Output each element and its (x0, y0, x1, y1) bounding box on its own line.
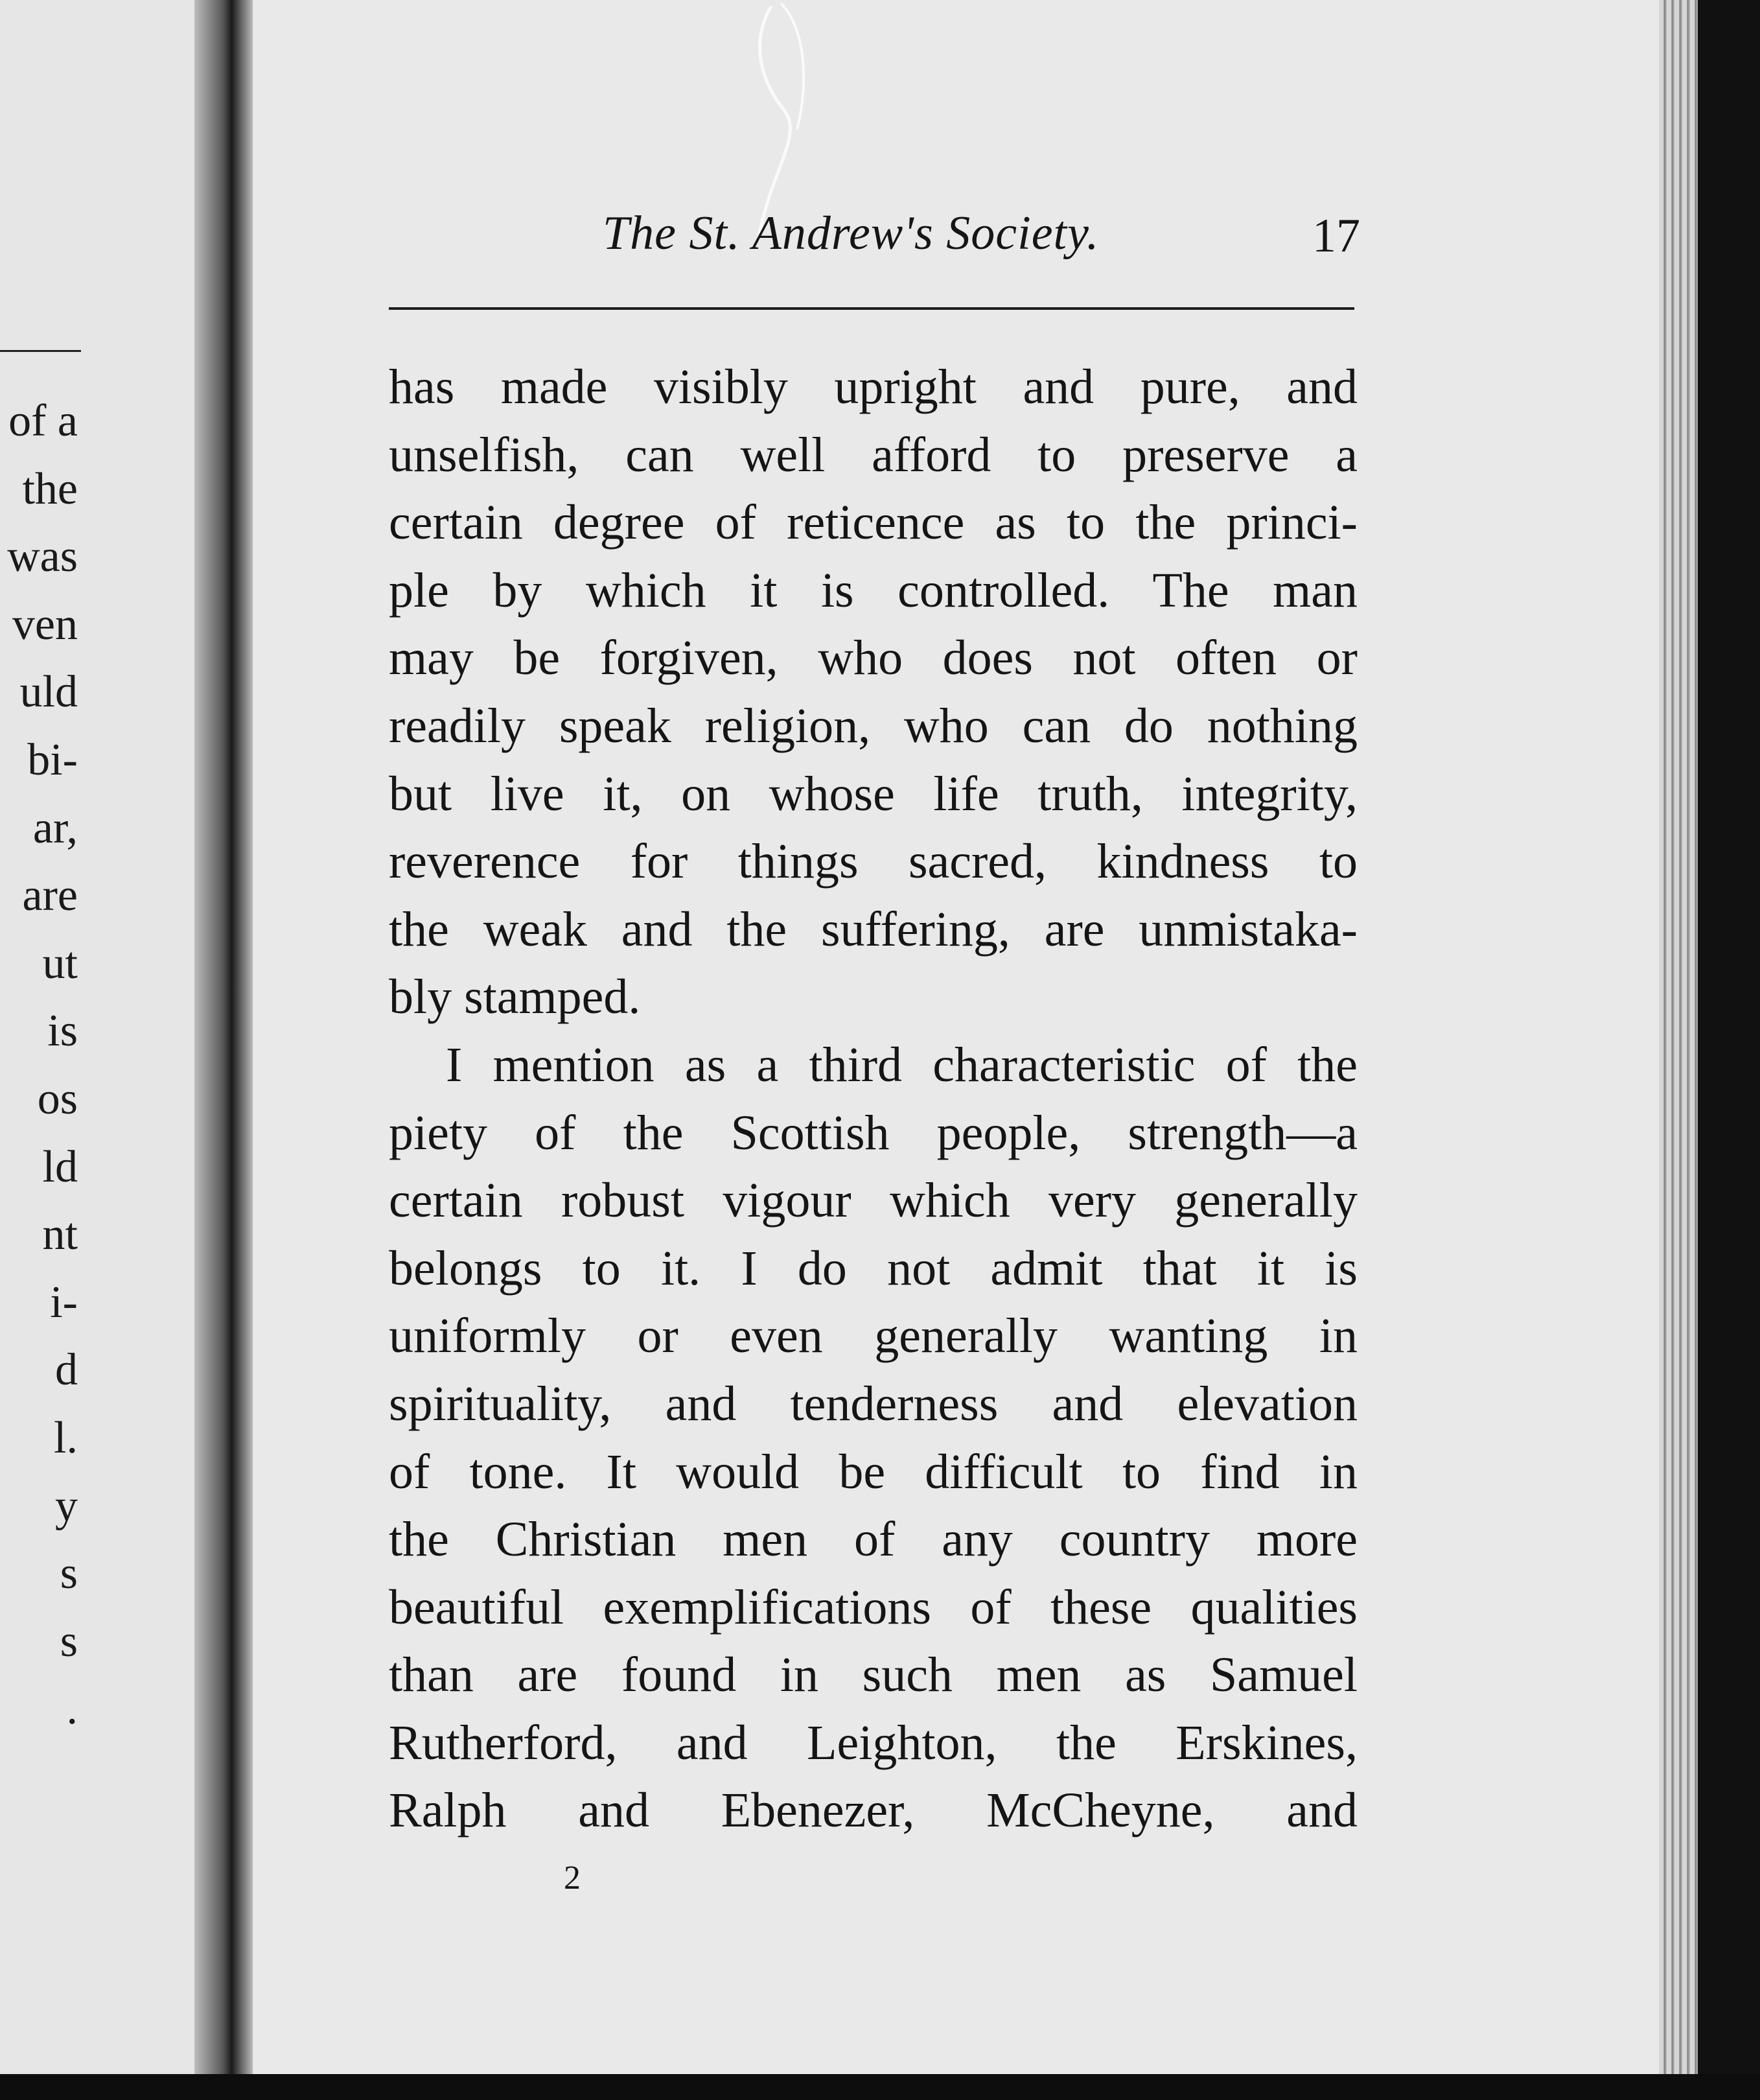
text-line: Rutherford, and Leighton, the Erskines, (389, 1715, 1358, 1770)
signature-mark: 2 (564, 1860, 581, 1896)
left-page-line: i- (50, 1277, 78, 1327)
left-page-line: y (55, 1480, 78, 1531)
text-line: belongs to it. I do not admit that it is (389, 1241, 1358, 1296)
left-page-line: is (47, 1006, 78, 1056)
page-number: 17 (1312, 209, 1360, 262)
right-page (253, 0, 1659, 2077)
text-line: piety of the Scottish people, strength—a (389, 1105, 1358, 1160)
text-line: ple by which it is controlled. The man (389, 563, 1358, 618)
text-line: has made visibly upright and pure, and (389, 360, 1358, 414)
bottom-shadow (0, 2074, 1760, 2100)
text-line: of tone. It would be difficult to find in (389, 1444, 1358, 1499)
left-page-line: s (60, 1548, 78, 1599)
left-page-line: os (37, 1074, 78, 1124)
text-line: spirituality, and tenderness and elevation (389, 1376, 1358, 1431)
left-page-line: . (66, 1684, 78, 1734)
left-page-line: l. (54, 1413, 78, 1463)
text-line: bly stamped. (389, 970, 641, 1025)
text-line: reverence for things sacred, kindness to (389, 834, 1358, 889)
running-title: The St. Andrew's Society. (603, 207, 1100, 260)
text-line: I mention as a third characteristic of the (446, 1037, 1358, 1092)
left-page-line: was (7, 531, 78, 582)
text-line: uniformly or even generally wanting in (389, 1309, 1358, 1364)
text-line: certain robust vigour which very generally (389, 1173, 1358, 1228)
left-page-line: ut (42, 938, 78, 988)
text-line: but live it, on whose life truth, integrity, (389, 766, 1358, 821)
left-page (0, 0, 197, 2074)
left-page-line: d (55, 1345, 78, 1395)
header-rule (389, 307, 1354, 310)
book-gutter (194, 0, 257, 2074)
text-line: may be forgiven, who does not often or (389, 631, 1358, 686)
text-line: certain degree of reticence as to the princi- (389, 495, 1358, 550)
left-page-line: the (22, 463, 78, 514)
left-page-line: uld (19, 667, 78, 718)
text-line: the Christian men of any country more (389, 1512, 1358, 1567)
body-text (389, 353, 1358, 1845)
left-page-header-rule (0, 350, 81, 352)
left-page-line: ar, (32, 802, 78, 853)
text-line: beautiful exemplifications of these qualities (389, 1580, 1358, 1635)
left-page-line: of a (8, 396, 78, 446)
text-line: than are found in such men as Samuel (389, 1648, 1358, 1703)
page-edges-shadow (1698, 0, 1760, 2074)
left-page-line: nt (42, 1209, 78, 1260)
left-page-line: ld (42, 1141, 78, 1192)
text-line: the weak and the suffering, are unmistaka- (389, 902, 1358, 957)
text-line: unselfish, can well afford to preserve a (389, 427, 1358, 482)
left-page-line: ven (12, 599, 78, 649)
text-line: readily speak religion, who can do nothing (389, 698, 1358, 753)
left-page-line: s (60, 1616, 78, 1666)
left-page-line: bi- (27, 735, 78, 785)
left-page-line: are (22, 870, 78, 921)
text-line: Ralph and Ebenezer, McCheyne, and (389, 1783, 1358, 1838)
